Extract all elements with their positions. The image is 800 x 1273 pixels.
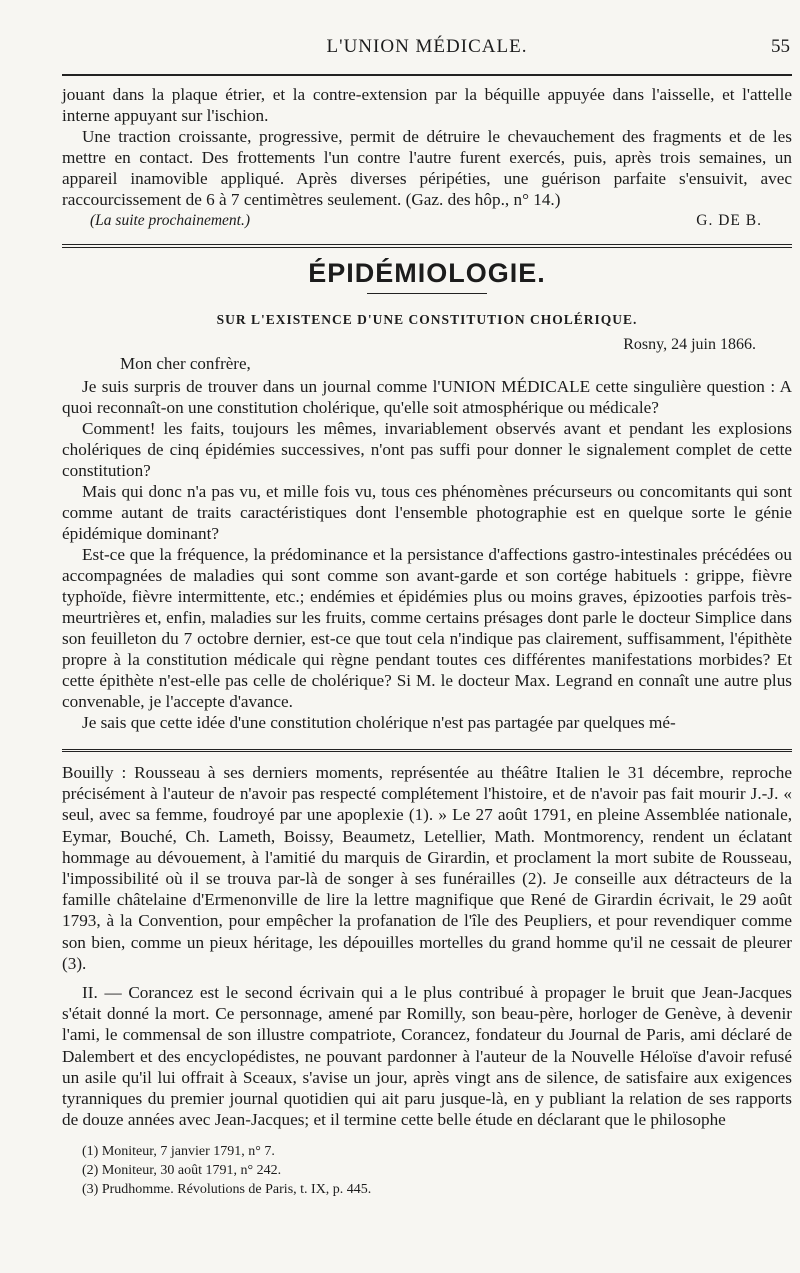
paragraph: Est-ce que la fréquence, la prédominance et la persistance d'affections gastro-intestinales précédées ou accompagnées de maladies qui sont comme son avant-garde et son cortége habituels : grippe, fièvre typhoïde, fièvre intermittente, etc.; endémies et épidémies plus ou moins graves, épizooties parfois très-meurtrières et, enfin, maladies sur les fruits, comme certains présages dont parle le docteur Simplice dans son feuilleton du 7 octobre dernier, est-ce que tout cela n'indique pas clairement, suffisamment, l'épithète propre à la constitution médicale qui règne pendant toutes ces différentes manifestations morbides? Et cette épithète n'est-elle pas celle de cholérique? Si M. le docteur Max. Legrand en connaît une autre plus convenable, je l'accepte d'avance. <box>62 545 792 711</box>
paragraph: Comment! les faits, toujours les mêmes, invariablement observés avant et pendant les explosions cholériques de cinq épidémies successives, n'ont pas suffi pour donner le signalement complet de cette constitution? <box>62 419 792 480</box>
page <box>62 32 792 1199</box>
title-rule <box>367 293 487 294</box>
footnote: (3) Prudhomme. Révolutions de Paris, t. IX, p. 445. <box>82 1182 372 1198</box>
signature: G. DE B. <box>696 212 762 229</box>
section-divider <box>62 244 792 248</box>
continuation-note: (La suite prochainement.) <box>90 212 250 229</box>
page-number: 55 <box>771 36 790 57</box>
paragraph: Bouilly : Rousseau à ses derniers moments, représentée au théâtre Italien le 31 décembre, reproche précisément à l'auteur de n'avoir pas respecté complétement l'histoire, et de n'avoir pas fait mourir J.-J. « seul, avec sa femme, foudroyé par une apoplexie (1). » Le 27 août 1791, en pleine Assemblée nationale, Eymar, Bouché, Ch. Lameth, Boissy, Beaumetz, Letellier, Math. Montmorency, rendent un éclatant hommage au dévouement, à l'amitié du marquis de Girardin, et proclament la mort subite de Rousseau, l'impossibilité où il se trouva par-là de songer à ses funérailles (2). Je conseille aux détracteurs de la famille châtelaine d'Ermenonville de lire la lettre magnifique que René de Girardin écrivait, le 29 août 1793, à la Convention, pour empêcher la profanation de l'île des Peupliers, et pour revendiquer comme son bien, comme un pieux héritage, les dépouilles mortelles du grand homme qu'il ne cessait de pleurer (3). <box>62 763 792 973</box>
footnotes <box>62 1142 792 1199</box>
feuilleton-divider <box>62 749 792 752</box>
dateline: Rosny, 24 juin 1866. <box>623 336 756 353</box>
footnote: (1) Moniteur, 7 janvier 1791, n° 7. <box>82 1144 275 1160</box>
paragraph: Je sais que cette idée d'une constitution cholérique n'est pas partagée par quelques mé- <box>82 713 676 732</box>
paragraph: Une traction croissante, progressive, permit de détruire le chevauchement des fragments et de les mettre en contact. Des frottements l'un contre l'autre furent exercés, puis, après trois semaines, un appareil inamovible appliqué. Après diverses péripéties, une guérison parfaite s'ensuivit, avec raccourcissement de 6 à 7 centimètres seulement. (Gaz. des hôp., n° 14.) <box>62 127 792 209</box>
paragraph: II. — Corancez est le second écrivain qui a le plus contribué à propager le bruit que Jean-Jacques s'était donné la mort. Ce personnage, amené par Romilly, son beau-père, horloger de Genève, à devenir l'ami, le commensal de son illustre compatriote, Corancez, fondateur du Journal de Paris, ami déclaré de Dalembert et des encyclopédistes, ne pouvant pardonner à l'auteur de la Nouvelle Héloïse d'avoir refusé un asile qu'il lui offrait à Sceaux, s'avise un jour, après vingt ans de silence, de satisfaire aux exigences tyranniques du premier journal quotidien qui ait paru jusque-là, en y publiant la relation de ses rapports de douze années avec Jean-Jacques; et il termine cette belle étude en déclarant que le philosophe <box>62 983 792 1130</box>
section-title: ÉPIDÉMIOLOGIE. <box>308 258 546 288</box>
article-end <box>62 84 792 230</box>
epidemiology-section <box>62 258 792 733</box>
header-rule <box>62 74 792 76</box>
feuilleton <box>62 762 792 1199</box>
running-header <box>62 32 792 68</box>
paragraph: jouant dans la plaque étrier, et la contre-extension par la béquille appuyée dans l'aisselle, et l'attelle interne appuyant sur l'ischion. <box>62 85 792 125</box>
paragraph: Je suis surpris de trouver dans un journal comme l'UNION MÉDICALE cette singulière question : A quoi reconnaît-on une constitution cholérique, qu'elle soit atmosphérique ou médicale? <box>62 377 792 417</box>
article-subtitle: SUR L'EXISTENCE D'UNE CONSTITUTION CHOLÉRIQUE. <box>216 312 638 327</box>
paragraph: Mais qui donc n'a pas vu, et mille fois vu, tous ces phénomènes précurseurs ou concomitants qui sont comme autant de traits caractéristiques dont l'ensemble photographie est en quelque sorte le génie épidémique dominant? <box>62 482 792 543</box>
running-title: L'UNION MÉDICALE. <box>326 36 528 57</box>
footnote: (2) Moniteur, 30 août 1791, n° 242. <box>82 1163 282 1179</box>
article-end-line <box>62 212 792 230</box>
salutation: Mon cher confrère, <box>120 354 251 373</box>
